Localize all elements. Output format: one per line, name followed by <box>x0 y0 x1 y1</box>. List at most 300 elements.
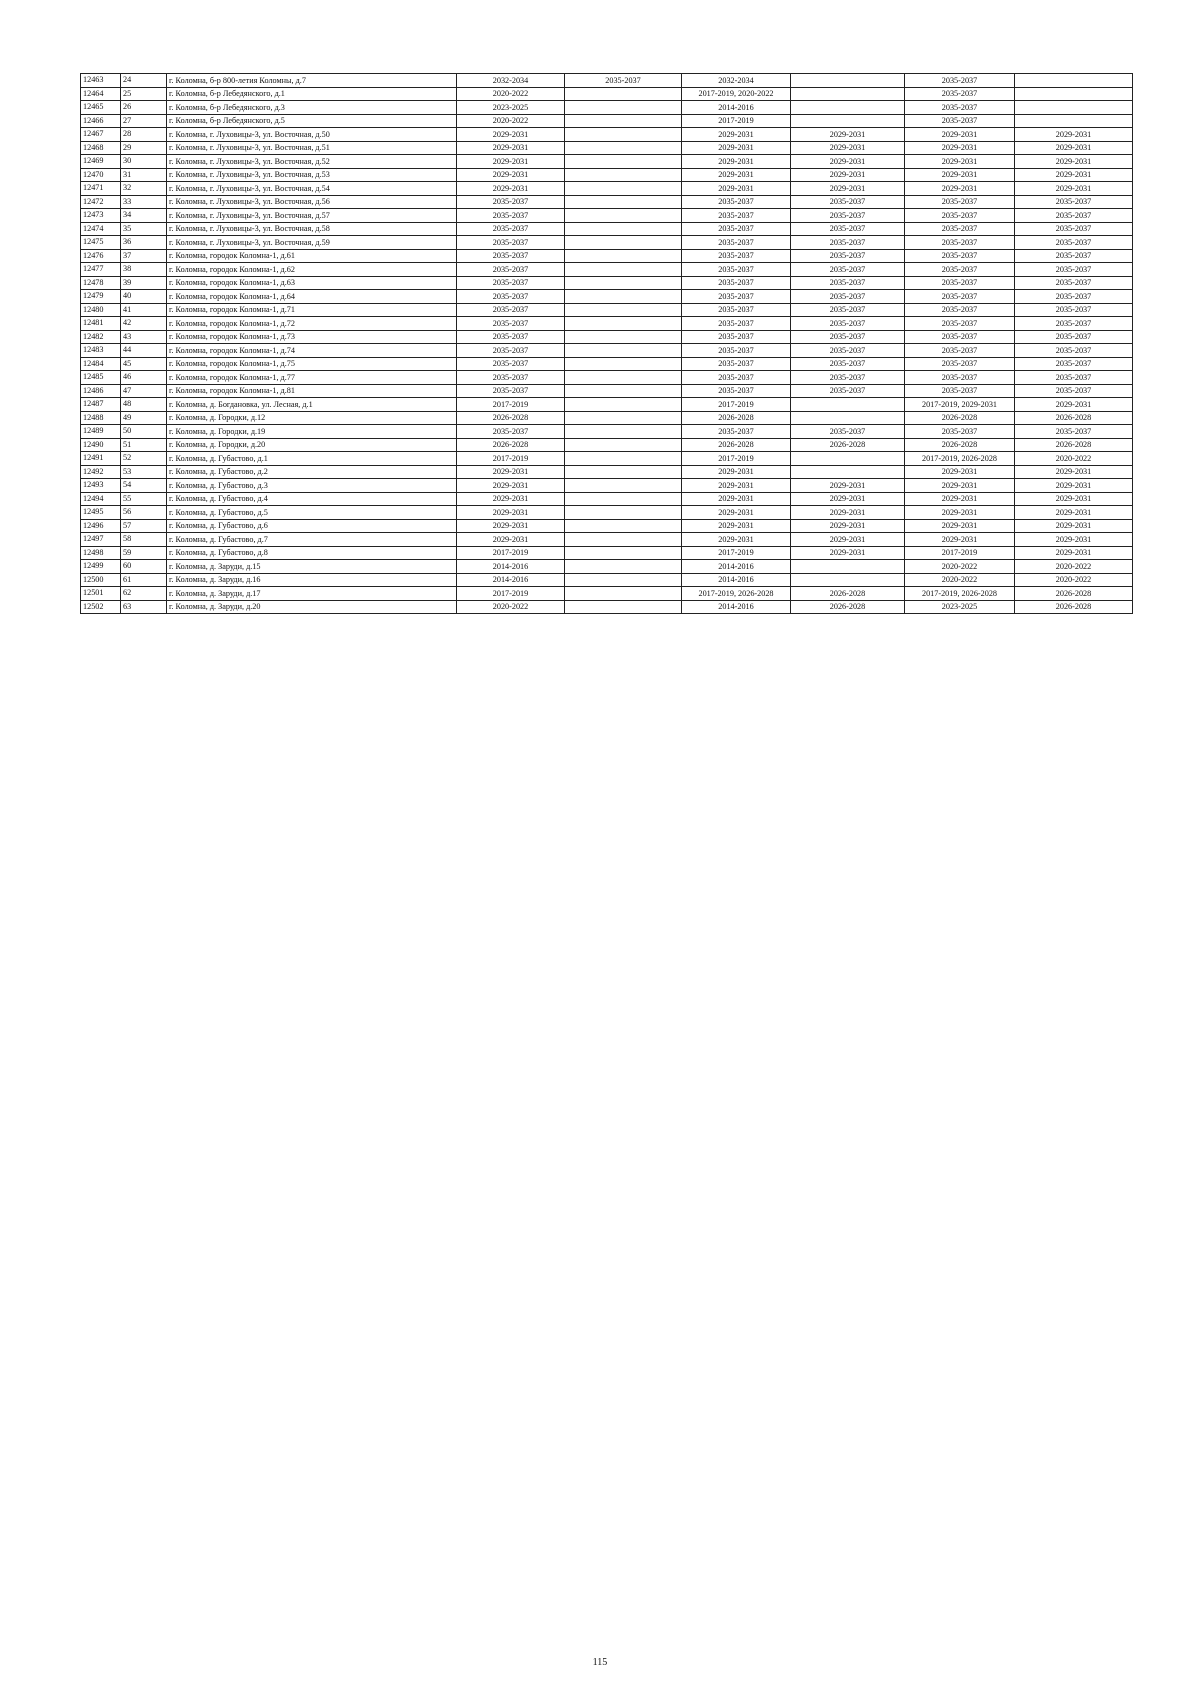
cell-period-5: 2035-2037 <box>905 371 1015 385</box>
cell-period-4 <box>791 398 905 412</box>
cell-period-3: 2035-2037 <box>682 384 791 398</box>
cell-period-1: 2020-2022 <box>457 600 565 614</box>
cell-row-number: 45 <box>121 357 167 371</box>
cell-period-4: 2035-2037 <box>791 357 905 371</box>
cell-period-5: 2029-2031 <box>905 182 1015 196</box>
cell-address: г. Коломна, городок Коломна-1, д.75 <box>167 357 457 371</box>
cell-period-6 <box>1015 87 1133 101</box>
cell-period-1: 2035-2037 <box>457 195 565 209</box>
cell-period-5: 2017-2019 <box>905 546 1015 560</box>
cell-row-number: 37 <box>121 249 167 263</box>
table-row <box>81 195 1133 209</box>
cell-address: г. Коломна, д. Богдановка, ул. Лесная, д.1 <box>167 398 457 412</box>
cell-period-4: 2035-2037 <box>791 249 905 263</box>
cell-row-number: 35 <box>121 222 167 236</box>
cell-row-number: 44 <box>121 344 167 358</box>
cell-row-number: 47 <box>121 384 167 398</box>
cell-period-2 <box>565 303 682 317</box>
cell-record-id: 12502 <box>81 600 121 614</box>
cell-period-1: 2020-2022 <box>457 114 565 128</box>
cell-period-6 <box>1015 101 1133 115</box>
cell-period-2 <box>565 101 682 115</box>
cell-period-3: 2014-2016 <box>682 560 791 574</box>
cell-period-4: 2035-2037 <box>791 344 905 358</box>
cell-period-3: 2026-2028 <box>682 438 791 452</box>
cell-period-6: 2035-2037 <box>1015 276 1133 290</box>
cell-period-2 <box>565 452 682 466</box>
cell-period-3: 2017-2019 <box>682 398 791 412</box>
table-row <box>81 114 1133 128</box>
table-row <box>81 236 1133 250</box>
cell-period-2 <box>565 128 682 142</box>
table-row <box>81 168 1133 182</box>
cell-period-4 <box>791 560 905 574</box>
cell-period-2 <box>565 398 682 412</box>
cell-row-number: 34 <box>121 209 167 223</box>
cell-period-4: 2029-2031 <box>791 479 905 493</box>
table-row <box>81 276 1133 290</box>
cell-record-id: 12480 <box>81 303 121 317</box>
table-row <box>81 330 1133 344</box>
cell-row-number: 39 <box>121 276 167 290</box>
cell-period-5: 2035-2037 <box>905 209 1015 223</box>
table-row <box>81 506 1133 520</box>
table-row <box>81 357 1133 371</box>
cell-period-1: 2029-2031 <box>457 465 565 479</box>
cell-period-2 <box>565 411 682 425</box>
cell-period-1: 2029-2031 <box>457 168 565 182</box>
cell-period-2 <box>565 546 682 560</box>
cell-period-3: 2029-2031 <box>682 141 791 155</box>
cell-period-4: 2026-2028 <box>791 587 905 601</box>
cell-period-3: 2026-2028 <box>682 411 791 425</box>
cell-record-id: 12490 <box>81 438 121 452</box>
cell-period-6: 2035-2037 <box>1015 195 1133 209</box>
table-row <box>81 74 1133 88</box>
cell-period-2 <box>565 87 682 101</box>
cell-period-1: 2035-2037 <box>457 371 565 385</box>
cell-period-3: 2035-2037 <box>682 357 791 371</box>
cell-period-5: 2029-2031 <box>905 155 1015 169</box>
cell-period-5: 2035-2037 <box>905 290 1015 304</box>
cell-period-5: 2035-2037 <box>905 384 1015 398</box>
cell-period-3: 2029-2031 <box>682 506 791 520</box>
cell-period-1: 2029-2031 <box>457 506 565 520</box>
cell-row-number: 36 <box>121 236 167 250</box>
table-row <box>81 452 1133 466</box>
cell-period-1: 2017-2019 <box>457 546 565 560</box>
cell-period-6: 2029-2031 <box>1015 506 1133 520</box>
cell-period-2: 2035-2037 <box>565 74 682 88</box>
cell-address: г. Коломна, д. Городки, д.19 <box>167 425 457 439</box>
cell-period-1: 2029-2031 <box>457 128 565 142</box>
cell-period-5: 2035-2037 <box>905 263 1015 277</box>
cell-period-3: 2029-2031 <box>682 155 791 169</box>
cell-period-4: 2029-2031 <box>791 492 905 506</box>
cell-period-3: 2014-2016 <box>682 573 791 587</box>
cell-period-5: 2035-2037 <box>905 195 1015 209</box>
cell-row-number: 24 <box>121 74 167 88</box>
cell-period-2 <box>565 479 682 493</box>
cell-period-6: 2029-2031 <box>1015 128 1133 142</box>
cell-period-4: 2035-2037 <box>791 303 905 317</box>
table-row <box>81 344 1133 358</box>
cell-period-3: 2035-2037 <box>682 222 791 236</box>
cell-address: г. Коломна, городок Коломна-1, д.73 <box>167 330 457 344</box>
cell-period-5: 2035-2037 <box>905 357 1015 371</box>
cell-period-6: 2026-2028 <box>1015 587 1133 601</box>
cell-period-4: 2035-2037 <box>791 317 905 331</box>
cell-period-6: 2029-2031 <box>1015 141 1133 155</box>
cell-period-2 <box>565 492 682 506</box>
cell-period-6: 2029-2031 <box>1015 519 1133 533</box>
cell-record-id: 12495 <box>81 506 121 520</box>
cell-row-number: 48 <box>121 398 167 412</box>
cell-record-id: 12470 <box>81 168 121 182</box>
table-row <box>81 263 1133 277</box>
cell-period-6: 2035-2037 <box>1015 330 1133 344</box>
cell-row-number: 26 <box>121 101 167 115</box>
cell-period-6: 2029-2031 <box>1015 546 1133 560</box>
cell-period-1: 2035-2037 <box>457 249 565 263</box>
cell-period-4: 2035-2037 <box>791 371 905 385</box>
cell-period-2 <box>565 249 682 263</box>
cell-row-number: 27 <box>121 114 167 128</box>
cell-period-1: 2029-2031 <box>457 519 565 533</box>
cell-period-3: 2035-2037 <box>682 195 791 209</box>
cell-period-5: 2035-2037 <box>905 222 1015 236</box>
cell-address: г. Коломна, г. Луховицы-3, ул. Восточная, д.52 <box>167 155 457 169</box>
cell-record-id: 12472 <box>81 195 121 209</box>
cell-record-id: 12479 <box>81 290 121 304</box>
cell-period-1: 2029-2031 <box>457 492 565 506</box>
cell-period-4 <box>791 87 905 101</box>
cell-period-6: 2035-2037 <box>1015 249 1133 263</box>
cell-address: г. Коломна, д. Губастово, д.7 <box>167 533 457 547</box>
cell-address: г. Коломна, г. Луховицы-3, ул. Восточная, д.56 <box>167 195 457 209</box>
cell-address: г. Коломна, д. Заруди, д.17 <box>167 587 457 601</box>
cell-period-2 <box>565 344 682 358</box>
cell-address: г. Коломна, г. Луховицы-3, ул. Восточная, д.57 <box>167 209 457 223</box>
cell-period-2 <box>565 317 682 331</box>
cell-address: г. Коломна, б-р Лебедянского, д.1 <box>167 87 457 101</box>
cell-period-2 <box>565 465 682 479</box>
cell-period-3: 2029-2031 <box>682 128 791 142</box>
cell-period-1: 2035-2037 <box>457 276 565 290</box>
cell-period-1: 2035-2037 <box>457 425 565 439</box>
cell-period-5: 2029-2031 <box>905 506 1015 520</box>
cell-period-5: 2029-2031 <box>905 168 1015 182</box>
cell-record-id: 12497 <box>81 533 121 547</box>
cell-address: г. Коломна, городок Коломна-1, д.74 <box>167 344 457 358</box>
cell-period-4: 2029-2031 <box>791 182 905 196</box>
cell-period-2 <box>565 276 682 290</box>
cell-period-3: 2035-2037 <box>682 425 791 439</box>
cell-period-1: 2035-2037 <box>457 344 565 358</box>
cell-period-4: 2029-2031 <box>791 128 905 142</box>
cell-period-3: 2029-2031 <box>682 479 791 493</box>
cell-address: г. Коломна, г. Луховицы-3, ул. Восточная, д.58 <box>167 222 457 236</box>
table-row <box>81 519 1133 533</box>
cell-period-3: 2017-2019, 2026-2028 <box>682 587 791 601</box>
cell-record-id: 12487 <box>81 398 121 412</box>
table-row <box>81 101 1133 115</box>
cell-period-6: 2035-2037 <box>1015 317 1133 331</box>
cell-period-1: 2035-2037 <box>457 263 565 277</box>
cell-record-id: 12485 <box>81 371 121 385</box>
cell-row-number: 63 <box>121 600 167 614</box>
cell-address: г. Коломна, д. Городки, д.12 <box>167 411 457 425</box>
cell-address: г. Коломна, д. Губастово, д.3 <box>167 479 457 493</box>
cell-period-1: 2026-2028 <box>457 411 565 425</box>
table-row <box>81 492 1133 506</box>
cell-record-id: 12488 <box>81 411 121 425</box>
cell-period-5: 2035-2037 <box>905 74 1015 88</box>
cell-row-number: 58 <box>121 533 167 547</box>
cell-period-4: 2029-2031 <box>791 519 905 533</box>
cell-period-2 <box>565 506 682 520</box>
cell-period-2 <box>565 600 682 614</box>
cell-period-6: 2026-2028 <box>1015 411 1133 425</box>
cell-period-4: 2035-2037 <box>791 276 905 290</box>
cell-period-4: 2029-2031 <box>791 533 905 547</box>
cell-period-1: 2035-2037 <box>457 317 565 331</box>
table-row <box>81 303 1133 317</box>
cell-period-5: 2035-2037 <box>905 249 1015 263</box>
cell-period-1: 2020-2022 <box>457 87 565 101</box>
cell-period-1: 2029-2031 <box>457 182 565 196</box>
table-row <box>81 209 1133 223</box>
cell-address: г. Коломна, б-р 800-летия Коломны, д.7 <box>167 74 457 88</box>
cell-period-3: 2029-2031 <box>682 533 791 547</box>
table-row <box>81 141 1133 155</box>
cell-period-3: 2035-2037 <box>682 290 791 304</box>
cell-row-number: 49 <box>121 411 167 425</box>
cell-period-3: 2029-2031 <box>682 492 791 506</box>
cell-period-4: 2035-2037 <box>791 195 905 209</box>
cell-record-id: 12491 <box>81 452 121 466</box>
cell-period-1: 2035-2037 <box>457 330 565 344</box>
cell-period-5: 2029-2031 <box>905 465 1015 479</box>
cell-period-2 <box>565 371 682 385</box>
cell-address: г. Коломна, д. Заруди, д.16 <box>167 573 457 587</box>
cell-record-id: 12489 <box>81 425 121 439</box>
cell-period-3: 2032-2034 <box>682 74 791 88</box>
cell-period-6: 2035-2037 <box>1015 357 1133 371</box>
cell-period-1: 2029-2031 <box>457 533 565 547</box>
cell-period-3: 2035-2037 <box>682 330 791 344</box>
cell-row-number: 32 <box>121 182 167 196</box>
table-row <box>81 587 1133 601</box>
cell-period-1: 2035-2037 <box>457 236 565 250</box>
table-row <box>81 479 1133 493</box>
cell-row-number: 46 <box>121 371 167 385</box>
cell-row-number: 28 <box>121 128 167 142</box>
cell-period-2 <box>565 519 682 533</box>
cell-period-3: 2029-2031 <box>682 168 791 182</box>
cell-period-4 <box>791 101 905 115</box>
cell-record-id: 12500 <box>81 573 121 587</box>
cell-row-number: 29 <box>121 141 167 155</box>
table-row <box>81 371 1133 385</box>
cell-address: г. Коломна, д. Губастово, д.5 <box>167 506 457 520</box>
cell-row-number: 43 <box>121 330 167 344</box>
cell-period-5: 2026-2028 <box>905 411 1015 425</box>
cell-period-1: 2035-2037 <box>457 384 565 398</box>
cell-period-1: 2035-2037 <box>457 290 565 304</box>
table-row <box>81 290 1133 304</box>
cell-address: г. Коломна, городок Коломна-1, д.63 <box>167 276 457 290</box>
cell-row-number: 25 <box>121 87 167 101</box>
cell-period-3: 2029-2031 <box>682 519 791 533</box>
cell-period-6: 2020-2022 <box>1015 452 1133 466</box>
cell-period-2 <box>565 195 682 209</box>
cell-period-6: 2035-2037 <box>1015 236 1133 250</box>
cell-period-6: 2020-2022 <box>1015 573 1133 587</box>
cell-period-4 <box>791 411 905 425</box>
cell-period-2 <box>565 155 682 169</box>
cell-period-6: 2029-2031 <box>1015 492 1133 506</box>
cell-address: г. Коломна, городок Коломна-1, д.81 <box>167 384 457 398</box>
cell-period-4: 2029-2031 <box>791 155 905 169</box>
cell-period-2 <box>565 222 682 236</box>
cell-address: г. Коломна, г. Луховицы-3, ул. Восточная, д.59 <box>167 236 457 250</box>
cell-row-number: 59 <box>121 546 167 560</box>
cell-period-3: 2017-2019, 2020-2022 <box>682 87 791 101</box>
table-row <box>81 533 1133 547</box>
page-number: 115 <box>592 1657 608 1668</box>
register-table <box>80 73 1133 614</box>
cell-record-id: 12486 <box>81 384 121 398</box>
cell-record-id: 12476 <box>81 249 121 263</box>
cell-row-number: 55 <box>121 492 167 506</box>
cell-period-6: 2035-2037 <box>1015 425 1133 439</box>
table-row <box>81 222 1133 236</box>
cell-address: г. Коломна, городок Коломна-1, д.72 <box>167 317 457 331</box>
cell-row-number: 54 <box>121 479 167 493</box>
cell-record-id: 12477 <box>81 263 121 277</box>
cell-period-2 <box>565 560 682 574</box>
cell-period-4: 2035-2037 <box>791 384 905 398</box>
cell-row-number: 57 <box>121 519 167 533</box>
cell-period-5: 2035-2037 <box>905 317 1015 331</box>
cell-period-5: 2020-2022 <box>905 573 1015 587</box>
cell-period-2 <box>565 263 682 277</box>
cell-record-id: 12496 <box>81 519 121 533</box>
cell-period-6: 2035-2037 <box>1015 371 1133 385</box>
cell-period-4: 2029-2031 <box>791 506 905 520</box>
cell-period-6: 2035-2037 <box>1015 303 1133 317</box>
cell-period-3: 2035-2037 <box>682 263 791 277</box>
cell-period-2 <box>565 209 682 223</box>
table-row <box>81 465 1133 479</box>
cell-address: г. Коломна, городок Коломна-1, д.77 <box>167 371 457 385</box>
cell-period-1: 2035-2037 <box>457 209 565 223</box>
cell-period-1: 2035-2037 <box>457 222 565 236</box>
cell-address: г. Коломна, д. Губастово, д.1 <box>167 452 457 466</box>
cell-period-3: 2035-2037 <box>682 276 791 290</box>
table-row <box>81 560 1133 574</box>
cell-record-id: 12467 <box>81 128 121 142</box>
cell-row-number: 41 <box>121 303 167 317</box>
cell-period-1: 2014-2016 <box>457 560 565 574</box>
cell-period-6: 2029-2031 <box>1015 155 1133 169</box>
cell-record-id: 12493 <box>81 479 121 493</box>
cell-period-4 <box>791 465 905 479</box>
cell-row-number: 38 <box>121 263 167 277</box>
register-table-body <box>81 74 1133 614</box>
cell-period-3: 2017-2019 <box>682 546 791 560</box>
cell-address: г. Коломна, городок Коломна-1, д.71 <box>167 303 457 317</box>
cell-address: г. Коломна, д. Заруди, д.15 <box>167 560 457 574</box>
cell-period-5: 2035-2037 <box>905 344 1015 358</box>
cell-period-3: 2035-2037 <box>682 236 791 250</box>
cell-period-3: 2035-2037 <box>682 317 791 331</box>
cell-period-4: 2035-2037 <box>791 263 905 277</box>
cell-address: г. Коломна, б-р Лебедянского, д.3 <box>167 101 457 115</box>
cell-period-4: 2035-2037 <box>791 330 905 344</box>
table-row <box>81 249 1133 263</box>
cell-period-2 <box>565 236 682 250</box>
cell-period-3: 2035-2037 <box>682 249 791 263</box>
cell-period-4: 2035-2037 <box>791 425 905 439</box>
cell-period-5: 2029-2031 <box>905 533 1015 547</box>
table-row <box>81 182 1133 196</box>
cell-period-1: 2029-2031 <box>457 155 565 169</box>
cell-period-1: 2017-2019 <box>457 587 565 601</box>
cell-period-6: 2029-2031 <box>1015 168 1133 182</box>
cell-period-5: 2017-2019, 2026-2028 <box>905 452 1015 466</box>
cell-period-5: 2035-2037 <box>905 330 1015 344</box>
cell-period-2 <box>565 438 682 452</box>
cell-period-1: 2029-2031 <box>457 141 565 155</box>
cell-period-6: 2035-2037 <box>1015 263 1133 277</box>
table-row <box>81 438 1133 452</box>
cell-record-id: 12475 <box>81 236 121 250</box>
cell-period-3: 2014-2016 <box>682 600 791 614</box>
cell-period-6: 2029-2031 <box>1015 533 1133 547</box>
cell-period-3: 2035-2037 <box>682 209 791 223</box>
cell-record-id: 12499 <box>81 560 121 574</box>
cell-address: г. Коломна, д. Заруди, д.20 <box>167 600 457 614</box>
cell-row-number: 50 <box>121 425 167 439</box>
cell-period-1: 2035-2037 <box>457 357 565 371</box>
cell-period-4 <box>791 74 905 88</box>
cell-address: г. Коломна, г. Луховицы-3, ул. Восточная, д.53 <box>167 168 457 182</box>
cell-period-1: 2014-2016 <box>457 573 565 587</box>
table-row <box>81 128 1133 142</box>
cell-row-number: 52 <box>121 452 167 466</box>
cell-period-4: 2026-2028 <box>791 438 905 452</box>
cell-period-2 <box>565 573 682 587</box>
cell-period-4 <box>791 114 905 128</box>
cell-record-id: 12474 <box>81 222 121 236</box>
cell-address: г. Коломна, д. Губастово, д.2 <box>167 465 457 479</box>
cell-address: г. Коломна, д. Губастово, д.8 <box>167 546 457 560</box>
cell-period-5: 2035-2037 <box>905 425 1015 439</box>
cell-row-number: 30 <box>121 155 167 169</box>
cell-period-2 <box>565 290 682 304</box>
cell-period-6: 2035-2037 <box>1015 384 1133 398</box>
cell-address: г. Коломна, городок Коломна-1, д.62 <box>167 263 457 277</box>
cell-period-6: 2035-2037 <box>1015 290 1133 304</box>
cell-period-5: 2029-2031 <box>905 479 1015 493</box>
cell-period-5: 2029-2031 <box>905 492 1015 506</box>
cell-period-6: 2029-2031 <box>1015 465 1133 479</box>
cell-period-1: 2017-2019 <box>457 452 565 466</box>
cell-row-number: 60 <box>121 560 167 574</box>
cell-period-2 <box>565 357 682 371</box>
